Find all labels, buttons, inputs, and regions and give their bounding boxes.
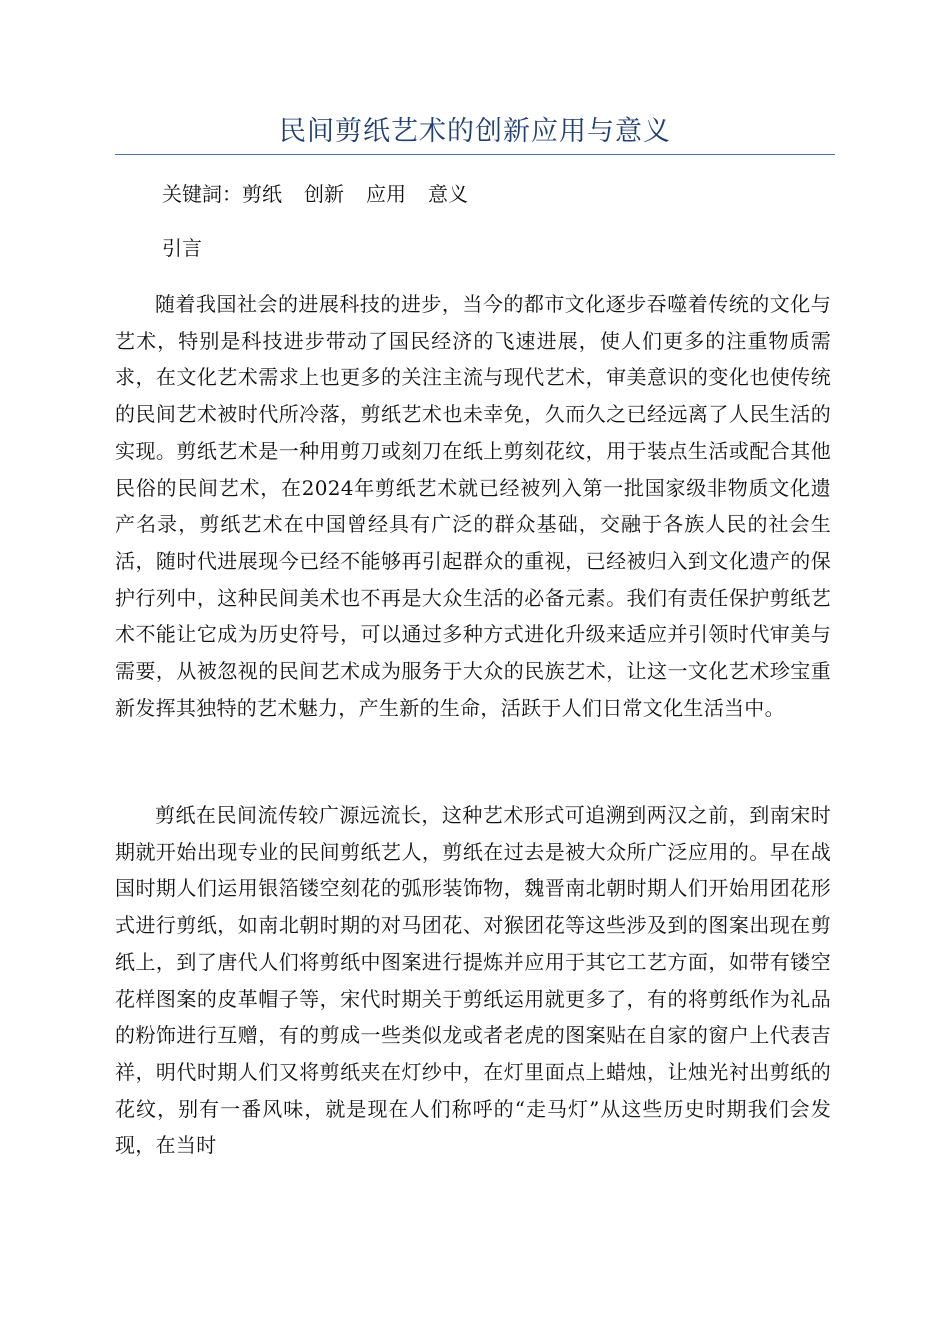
intro-heading: 引言 (162, 236, 202, 260)
paragraph-2: 剪纸在民间流传较广源远流长，这种艺术形式可追溯到两汉之前，到南宋时期就开始出现专业的民间剪纸艺人，剪纸在过去是被大众所广泛应用的。早在战国时期人们运用银箔镂空刻花的弧形装饰物，魏晋南北朝时期人们开始用团花形式进行剪纸，如南北朝时期的对马团花、对猴团花等这些涉及到的图案出现在剪纸上，到了唐代人们将剪纸中图案进行提炼并应用于其它工艺方面，如带有镂空花样图案的皮革帽子等，宋代时期关于剪纸运用就更多了，有的将剪纸作为礼品的粉饰进行互赠，有的剪成一些类似龙或者老虎的图案贴在自家的窗户上代表吉祥，明代时期人们又将剪纸夹在灯纱中，在灯里面点上蜡烛，让烛光衬出剪纸的花纹，别有一番风味，就是现在人们称呼的“走马灯”从这些历史时期我们会发现，在当时 (115, 803, 831, 1158)
keyword-4: 意义 (428, 182, 468, 206)
title-underline (115, 154, 835, 155)
keyword-3: 应用 (366, 182, 406, 206)
paragraph-1: 随着我国社会的进展科技的进步，当今的都市文化逐步吞噬着传统的文化与艺术，特别是科技进步带动了国民经济的飞速进展，使人们更多的注重物质需求，在文化艺术需求上也更多的关注主流与现代艺术，审美意识的变化也使传统的民间艺术被时代所冷落，剪纸艺术也未幸免，久而久之已经远离了人民生活的实现。剪纸艺术是一种用剪刀或刻刀在纸上剪刻花纹，用于装点生活或配合其他民俗的民间艺术，在2024年剪纸艺术就已经被列入第一批国家级非物质文化遗产名录，剪纸艺术在中国曾经具有广泛的群众基础，交融于各族人民的社会生活，随时代进展现今已经不能够再引起群众的重视，已经被归入到文化遗产的保护行列中，这种民间美术也不再是大众生活的必备元素。我们有责任保护剪纸艺术不能让它成为历史符号，可以通过多种方式进化升级来适应并引领时代审美与需要，从被忽视的民间艺术成为服务于大众的民族艺术，让这一文化艺术珍宝重新发挥其独特的艺术魅力，产生新的生命，活跃于人们日常文化生活当中。 (115, 292, 831, 720)
keyword-1: 剪纸 (242, 182, 282, 206)
keyword-2: 创新 (304, 182, 344, 206)
keywords-line (162, 178, 490, 210)
document-title: 民间剪纸艺术的创新应用与意义 (279, 116, 671, 147)
keywords-label: 关键詞： (162, 182, 242, 206)
